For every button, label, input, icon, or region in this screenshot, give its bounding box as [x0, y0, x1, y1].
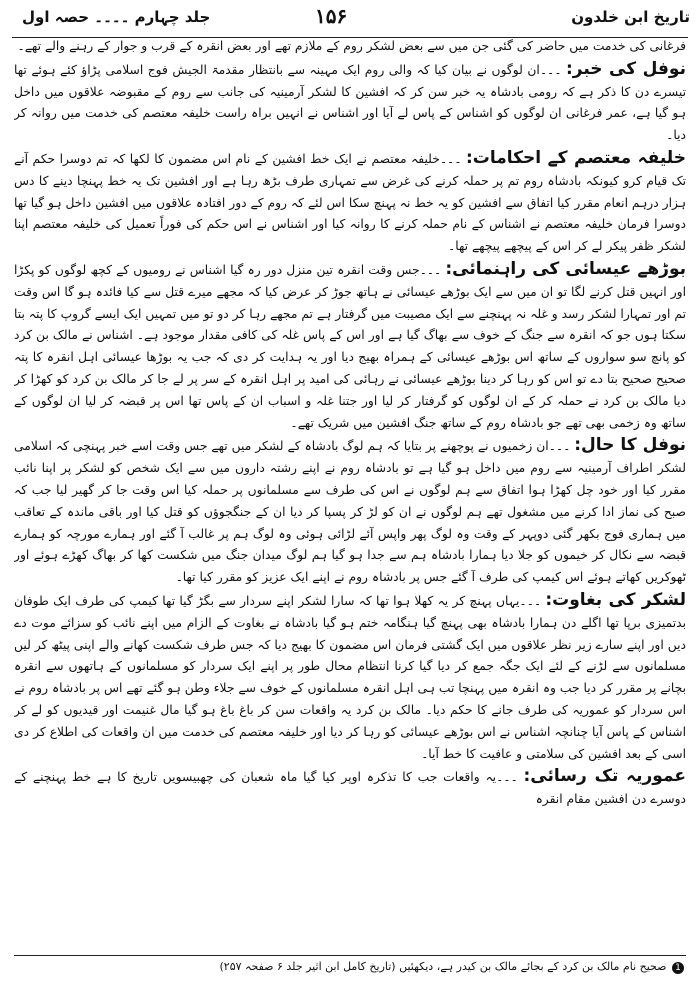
section-heading: نوفل کا حال:	[574, 435, 686, 456]
section-heading: عموریہ تک رسائی:	[523, 766, 686, 787]
section-heading: خلیفہ معتصم کے احکامات:	[465, 147, 686, 168]
paragraph-old-christian-guide	[14, 259, 686, 434]
book-title: تاریخ ابن خلدون	[571, 8, 690, 26]
section-heading: نوفل کی خبر:	[565, 58, 686, 79]
paragraph-army-revolt	[14, 590, 686, 765]
paragraph-text: ۔۔۔یہ واقعات جب کا تذکرہ اوپر کیا گیا ماہ شعبان کی چھبیسویں تاریخ کا ہے خط پہنچنے کے دوسرے دن افشین مقام انقرہ	[14, 770, 686, 807]
paragraph-naufal-condition	[14, 435, 686, 589]
paragraph-text: فرغانی کی خدمت میں حاضر کی گئی جن میں سے بعض لشکر روم کے ملازم تھے اور بعض انقرہ کے قرب و جوار کے رہنے والے تھے۔	[17, 39, 686, 53]
volume-label: جلد چہارم ۔۔۔۔ حصہ اول	[22, 8, 211, 26]
paragraph-text: ۔۔۔خلیفہ معتصم نے ایک خط افشین کے نام اس مضمون کا لکھا کہ تم دوسرا حکم آنے تک قیام کرو کیونکہ بادشاہ روم تم پر حملہ کرنے کی غرض سے تمہاری طرف بڑھ رہا ہے اور افشین تک یہ خط پہنچا دینے کا دس ہزار درہم انعام مقرر کیا اتفاق سے افشین کو یہ خط نہ پہنچ سکا اس لئے کہ روم کے دور افتادہ علاقوں میں افشین داخل ہو گیا تھا دوسرا فرمان خلیفہ معتصم نے اشناس کے نام حملہ کرنے کا روانہ کیا اور اشناس نے اس حکم کی فوراً تعمیل کی خلیفہ معتصم اپنا لشکر ظفر پیکر لے کر اس کے پیچھے پیچھے تھا۔	[14, 151, 686, 254]
paragraph-naufal-news	[14, 59, 686, 147]
page-body	[14, 36, 686, 906]
footnote	[14, 958, 686, 976]
footnote-text: صحیح نام مالک بن کرد کے بجائے مالک بن کیدر ہے، دیکھئیں (تاریخ کامل ابن اثیر جلد ۶ صفحہ ۲۵۷)	[219, 960, 667, 973]
paragraph-text: ۔۔۔یہاں پہنچ کر یہ کھلا ہوا تھا کہ سارا لشکر اپنے سردار سے بگڑ گیا تھا کیمپ کی طرف ایک طوفان بدتمیزی برپا تھا اگلے دن ہمارا بادشاہ بھی پہنچ گیا ہنگامہ ختم ہو گیا بادشاہ نے بغاوت کے الزام میں اپنے نائب کو سزائے موت دے دیں اور اپنے سارے زیر نظر علاقوں میں ایک گشتی فرمان اس مضمون کا بھیج دیا کہ جس طرف شکست کھانے والے اپنی پیٹھ کر لیں مسلمانوں سے لڑنے کے لئے ایک جگہ جمع کر دیا گیا کرنا انتظام محال طور پر اپنے ایک سردار کو مسلمانوں کے ہاتھوں سے انقرہ بچانے پر مقرر کر دیا جب وہ انقرہ میں پہنچا تب ہی اہل انقرہ مسلمانوں کے خوف سے جلاء وطن ہو گئے تھے اس پر بادشاہ روم نے اس سردار کو عموریہ کی طرف جانے کا حکم دیا۔ مالک بن کرد یہ واقعات سن کر باغ باغ ہو گیا مال غنیمت اور قیدیوں کو لے کر اشناس کے پاس آیا چنانچہ اشناس نے اس بوڑھے عیسائی کو رہا کر دیا اور خلیفہ معتصم کی خدمت میں ان واقعات کی اطلاع کر دی اسی کے بعد افشین کی سلامتی و عافیت کا خط آیا۔	[14, 593, 686, 761]
paragraph-reaching-amorium	[14, 766, 686, 811]
paragraph-text: ۔۔۔ان لوگوں نے بیان کیا کہ والی روم ایک مہینہ سے بانتظار مقدمۃ الجیش فوج اسلامی پڑاؤ کئے ہوئے تھا تیسرے دن کا ذکر ہے کہ رومی بادشاہ یہ خبر سن کر کہ افشین کا لشکر آرمینیہ کی جانب سے روم کے مقبوضہ علاقوں میں داخل ہو گیا ہے، عمر فرغانی ان لوگوں کو اشناس کے پاس لے آیا اور اشناس نے انہیں براہ راست خلیفہ معتصم کی خدمت میں روانہ کر دیا۔	[14, 62, 686, 143]
paragraph-intro	[14, 36, 686, 58]
paragraph-text: ۔۔۔ان زخمیوں نے پوچھنے پر بتایا کہ ہم لوگ بادشاہ کے لشکر میں تھے جس وقت اسے خبر پہنچی کہ اسلامی لشکر اطراف آرمینیہ سے روم میں داخل ہو گیا ہے تو بادشاہ روم نے اپنے رشتہ داروں میں سے ایک شخص کو لشکر پر اپنا نائب مقرر کیا اور خود چل کھڑا ہوا اتفاق سے ہم لوگوں نے اس کی طرف سے مسلمانوں پر حملہ کیا اس وقت جا کر گھیر لیا جب کہ صبح کی نماز ادا کرنے میں مشغول تھے ہم لوگوں نے ان کو لڑ کر پسپا کر دیا ان کے جنگجوؤں کو قتل کیا اور باقی ماندہ کے تعاقب میں ہماری فوج بکھر گئی دوپہر کے وقت وہ لوگ پھر واپس آئے لڑائی ہوئی وہ لوگ ہم پر غالب آ گئے اور ہمارے مورچہ کو ہمارے قبضہ سے نکال کر خیموں کو جلا دیا ہمارا بادشاہ ہم سے جدا ہو گیا ہم لوگ میدان جنگ میں شکست کھا کر بھاگ کھڑے ہوئے اور ٹھوکریں کھاتے ہوئے اس کیمپ کی طرف آ گئے جس پر بادشاہ روم نے اپنے ایک عزیز کو مقرر کیا تھا۔	[14, 439, 686, 585]
page-number: ۱۵۶	[315, 4, 348, 28]
footnote-marker: 1	[672, 962, 684, 974]
section-heading: بوڑھے عیسائی کی راہنمائی:	[445, 258, 686, 279]
section-heading: لشکر کی بغاوت:	[545, 589, 686, 610]
page-header	[0, 4, 700, 34]
paragraph-caliph-orders	[14, 148, 686, 258]
footnote-divider	[14, 955, 686, 956]
paragraph-text: ۔۔۔جس وقت انقرہ تین منزل دور رہ گیا اشناس نے رومیوں کے کچھ لوگوں کو پکڑا اور انہیں قتل کرنے لگا تو ان میں سے ایک بوڑھے عیسائی نے ہاتھ جوڑ کر عرض کیا کہ مجھے میرے قتل سے کیا فائدہ ہو گا اس وقت تم اور تمہارا لشکر رسد و غلہ نہ پہنچنے سے ایک مصیبت میں گرفتار ہے تم مجھے رہا کر دو تو میں تمہیں ایک ایسے گروپ کا پتہ بتا سکتا ہوں جو کہ انقرہ سے جنگ کے خوف سے بھاگ گیا ہے اور اس کے پاس غلہ کی کافی مقدار موجود ہے۔ اشناس نے مالک بن کرد کو پانچ سو سواروں کے ساتھ اس بوڑھے عیسائی کے ہمراہ بھیج دیا اور یہ ہدایت کر دی کہ جب یہ بوڑھا عیسائی اہل انقرہ کا پتہ صحیح صحیح بتا دے تو اس کو رہا کر دینا بوڑھے عیسائی نے رہائی کی امید پر اہل انقرہ کے سر پر لے جا کر مالک بن کرد کو کھڑا کر دیا مالک بن کرد نے حملہ کر کے ان لوگوں کو گرفتار کر لیا اور جتنا غلہ و اسباب ان کے پاس تھا اس پر قبضہ کر لیا ان لوگوں کے ساتھ وہ زخمی بھی تھے جو بادشاہ روم کے ساتھ جنگ افشین میں شریک تھے۔	[14, 262, 686, 430]
